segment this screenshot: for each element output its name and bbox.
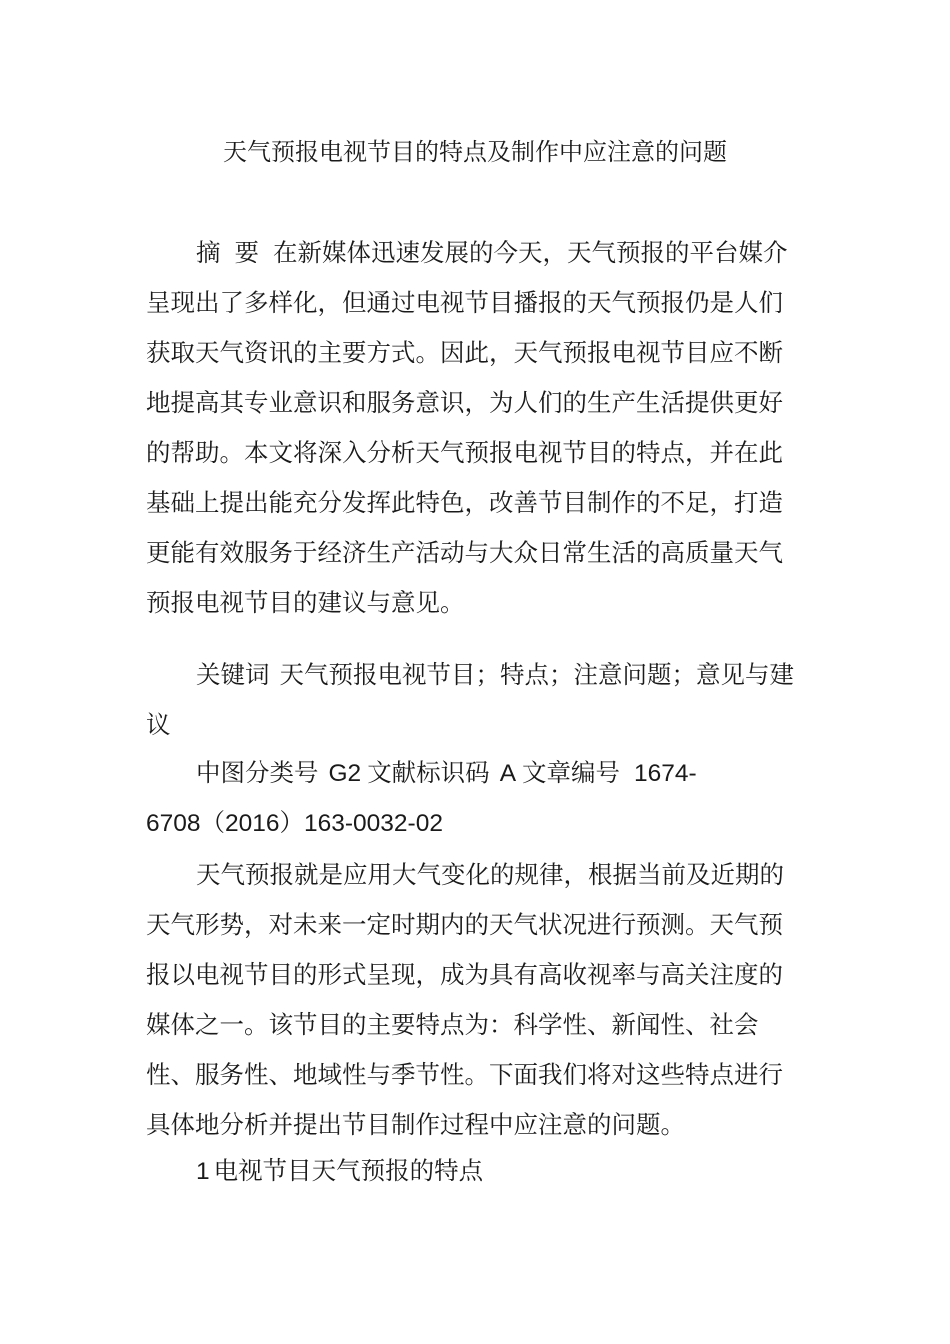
doc-code-value: A	[499, 760, 517, 787]
keywords-paragraph	[146, 650, 806, 750]
section-heading-text: 电视节目天气预报的特点	[213, 1156, 484, 1185]
article-no-value-part1: 1674-	[634, 760, 697, 787]
article-no-label: 文章编号	[522, 758, 621, 787]
intro-paragraph: 天气预报就是应用大气变化的规律，根据当前及近期的天气形势，对未来一定时期内的天气状况进行预测。天气预报以电视节目的形式呈现，成为具有高收视率与高关注度的媒体之一。该节目的主要特点为：科学性、新闻性、社会性、服务性、地域性与季节性。下面我们将对这些特点进行具体地分析并提出节目制作过程中应注意的问题。	[146, 860, 784, 1139]
document-title: 天气预报电视节目的特点及制作中应注意的问题	[223, 138, 727, 166]
section-number: 1	[196, 1158, 210, 1185]
keywords-text: 天气预报电视节目；特点；注意问题；意见与建议	[146, 660, 794, 739]
clc-label: 中图分类号	[196, 758, 319, 787]
classification-line-continued	[146, 798, 806, 849]
doc-code-label: 文献标识码	[367, 758, 490, 787]
clc-value: G2	[328, 760, 362, 787]
article-no-value-part2: 6708（2016）163-0032-02	[146, 810, 443, 837]
abstract-label: 摘 要	[196, 238, 259, 267]
section-1-heading	[146, 1146, 806, 1197]
abstract-text: 在新媒体迅速发展的今天，天气预报的平台媒介呈现出了多样化，但通过电视节目播报的天气预报仍是人们获取天气资讯的主要方式。因此，天气预报电视节目应不断地提高其专业意识和服务意识，为人们的生产生活提供更好的帮助。本文将深入分析天气预报电视节目的特点，并在此基础上提出能充分发挥此特色，改善节目制作的不足，打造更能有效服务于经济生产活动与大众日常生活的高质量天气预报电视节目的建议与意见。	[146, 238, 788, 617]
classification-line	[146, 748, 806, 799]
keywords-label: 关键词	[196, 660, 270, 689]
abstract-paragraph	[146, 228, 806, 628]
